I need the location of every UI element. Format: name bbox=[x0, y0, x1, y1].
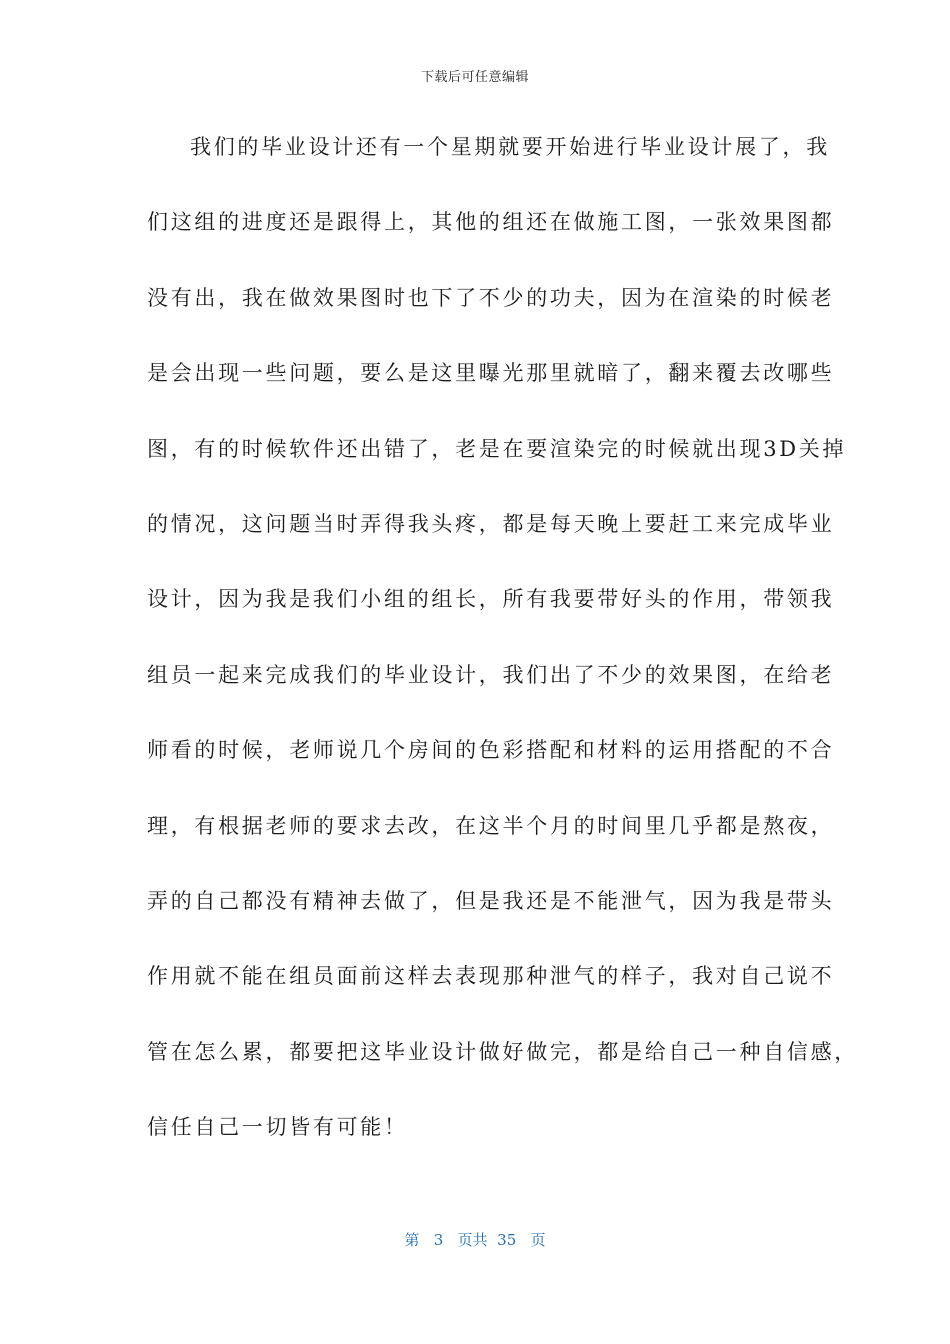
paragraph-line: 信任自己一切皆有可能！ bbox=[147, 1115, 408, 1140]
paragraph-line: 我们的毕业设计还有一个星期就要开始进行毕业设计展了，我 bbox=[190, 135, 830, 159]
paragraph-line: 们这组的进度还是跟得上，其他的组还在做施工图，一张效果图都 bbox=[147, 210, 835, 235]
paragraph-line: 设计，因为我是我们小组的组长，所有我要带好头的作用，带领我 bbox=[147, 587, 835, 612]
page-label-suffix: 页 bbox=[530, 1231, 546, 1249]
paragraph-line: 管在怎么累，都要把这毕业设计做好做完，都是给自己一种自信感， bbox=[147, 1039, 858, 1064]
paragraph-line: 组员一起来完成我们的毕业设计，我们出了不少的效果图，在给老 bbox=[147, 662, 835, 687]
current-page-number: 3 bbox=[433, 1231, 444, 1249]
paragraph-line: 图，有的时候软件还出错了，老是在要渲染完的时候就出现3D关掉 bbox=[147, 436, 847, 461]
paragraph-line: 理，有根据老师的要求去改，在这半个月的时间里几乎都是熬夜， bbox=[147, 813, 835, 838]
body-paragraph bbox=[147, 125, 858, 1180]
paragraph-line: 师看的时候，老师说几个房间的色彩搭配和材料的运用搭配的不合 bbox=[147, 738, 835, 763]
paragraph-line: 弄的自己都没有精神去做了，但是我还是不能泄气，因为我是带头 bbox=[147, 888, 835, 913]
page-footer bbox=[0, 1229, 950, 1250]
page-label-mid: 页共 bbox=[457, 1231, 488, 1249]
paragraph-line: 作用就不能在组员面前这样去表现那种泄气的样子，我对自己说不 bbox=[147, 964, 835, 989]
total-pages-number: 35 bbox=[497, 1231, 517, 1249]
paragraph-line: 的情况，这问题当时弄得我头疼，都是每天晚上要赶工来完成毕业 bbox=[147, 511, 835, 536]
paragraph-line: 没有出，我在做效果图时也下了不少的功夫，因为在渲染的时候老 bbox=[147, 285, 835, 310]
paragraph-line: 是会出现一些问题，要么是这里曝光那里就暗了，翻来覆去改哪些 bbox=[147, 361, 835, 386]
page-label-prefix: 第 bbox=[404, 1231, 420, 1249]
header-note: 下载后可任意编辑 bbox=[420, 70, 529, 85]
